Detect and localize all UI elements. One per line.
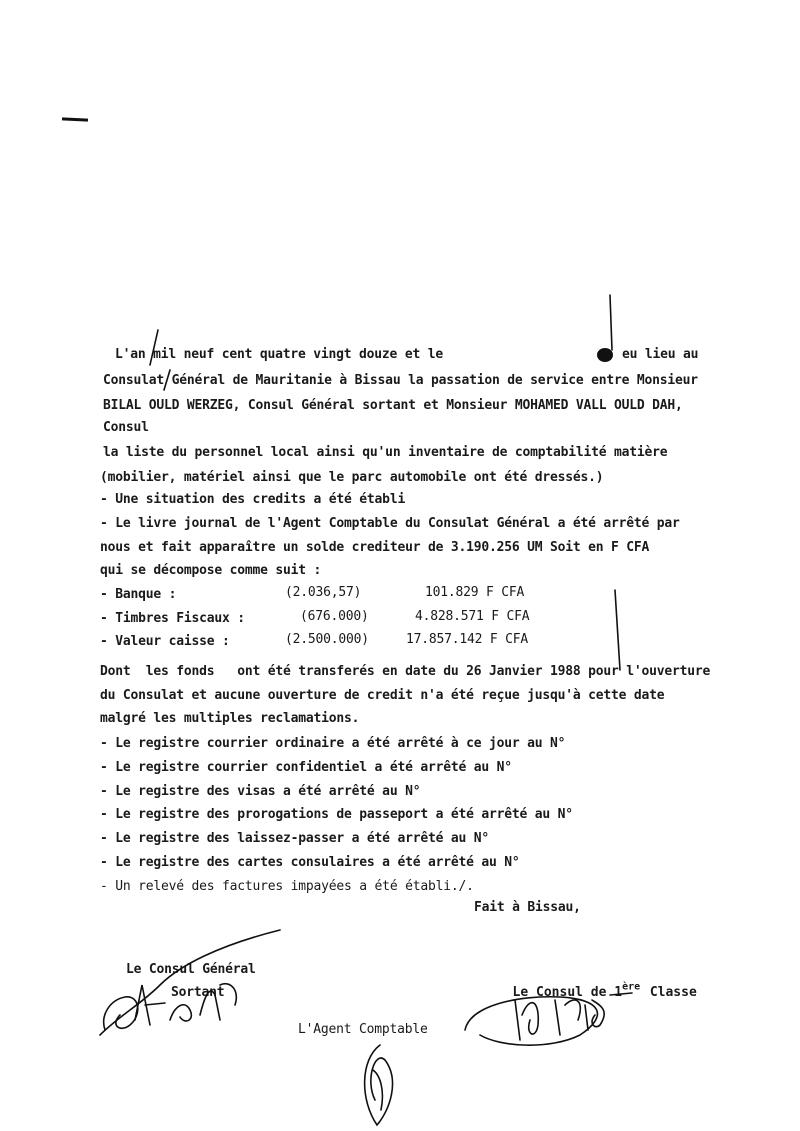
intro-line-3: BILAL OULD WERZEG, Consul Général sortant et Monsieur MOHAMED VALL OULD DAH,: [103, 398, 683, 413]
left-signature-icon: [90, 925, 290, 1055]
right-title-end: Classe: [649, 985, 697, 1000]
register-line: - Le registre des prorogations de passeport a été arrêté au N°: [100, 807, 573, 822]
inventory-line-2: (mobilier, matériel ainsi que le parc automobile ont été dressés.): [100, 470, 604, 485]
funds-line-3: malgré les multiples reclamations.: [100, 711, 360, 726]
breakdown-um: (2.036,57): [285, 585, 362, 600]
right-signature-icon: [460, 985, 640, 1055]
register-line: - Le registre courrier ordinaire a été arrêté à ce jour au N°: [100, 736, 566, 751]
breakdown-um: (676.000): [300, 609, 369, 624]
intro-line-1b: eu lieu au: [622, 347, 699, 362]
breakdown-cfa: 4.828.571 F CFA: [415, 609, 530, 624]
invoices-line: - Un relevé des factures impayées a été établi./.: [100, 879, 474, 894]
breakdown-label: - Timbres Fiscaux :: [100, 611, 245, 626]
register-line: - Le registre des cartes consulaires a été arrêté au N°: [100, 855, 520, 870]
register-line: - Le registre courrier confidentiel a été arrêté au N°: [100, 760, 512, 775]
credits-line: - Une situation des credits a été établi: [100, 492, 406, 507]
correction-marks-icon: [140, 290, 660, 710]
place-line: Fait à Bissau,: [474, 900, 581, 915]
breakdown-um: (2.500.000): [285, 632, 369, 647]
intro-line-4: Consul: [103, 420, 149, 435]
left-signatory-title: Le Consul Général: [126, 962, 256, 977]
register-line: - Le registre des visas a été arrêté au N°: [100, 784, 421, 799]
right-title-superscript: ère: [622, 981, 641, 993]
funds-line-2: du Consulat et aucune ouverture de credit n'a été reçue jusqu'à cette date: [100, 688, 665, 703]
right-title-text: Le Consul de 1: [512, 985, 623, 1000]
intro-line-2: Consulat Général de Mauritanie à Bissau la passation de service entre Monsieur: [103, 373, 698, 388]
margin-dash-mark: [62, 117, 88, 121]
breakdown-cfa: 17.857.142 F CFA: [406, 632, 529, 647]
left-signatory-subtitle: Sortant: [171, 985, 225, 1000]
journal-line-3: qui se décompose comme suit :: [100, 563, 322, 578]
center-signatory-title: L'Agent Comptable: [298, 1022, 428, 1037]
journal-line-1: - Le livre journal de l'Agent Comptable du Consulat Général a été arrêté par: [100, 516, 680, 531]
center-signature-icon: [355, 1040, 405, 1130]
register-line: - Le registre des laissez-passer a été arrêté au N°: [100, 831, 489, 846]
journal-line-2: nous et fait apparaître un solde crediteur de 3.190.256 UM Soit en F CFA: [100, 540, 650, 555]
breakdown-label: - Valeur caisse :: [100, 634, 230, 649]
breakdown-cfa: 101.829 F CFA: [425, 585, 525, 600]
funds-line-1: Dont les fonds ont été transferés en date du 26 Janvier 1988 pour l'ouverture: [100, 664, 711, 679]
inventory-line-1: la liste du personnel local ainsi qu'un inventaire de comptabilité matière: [103, 445, 668, 460]
intro-line-1a: L'an mil neuf cent quatre vingt douze et le: [115, 347, 443, 362]
breakdown-label: - Banque :: [100, 587, 177, 602]
